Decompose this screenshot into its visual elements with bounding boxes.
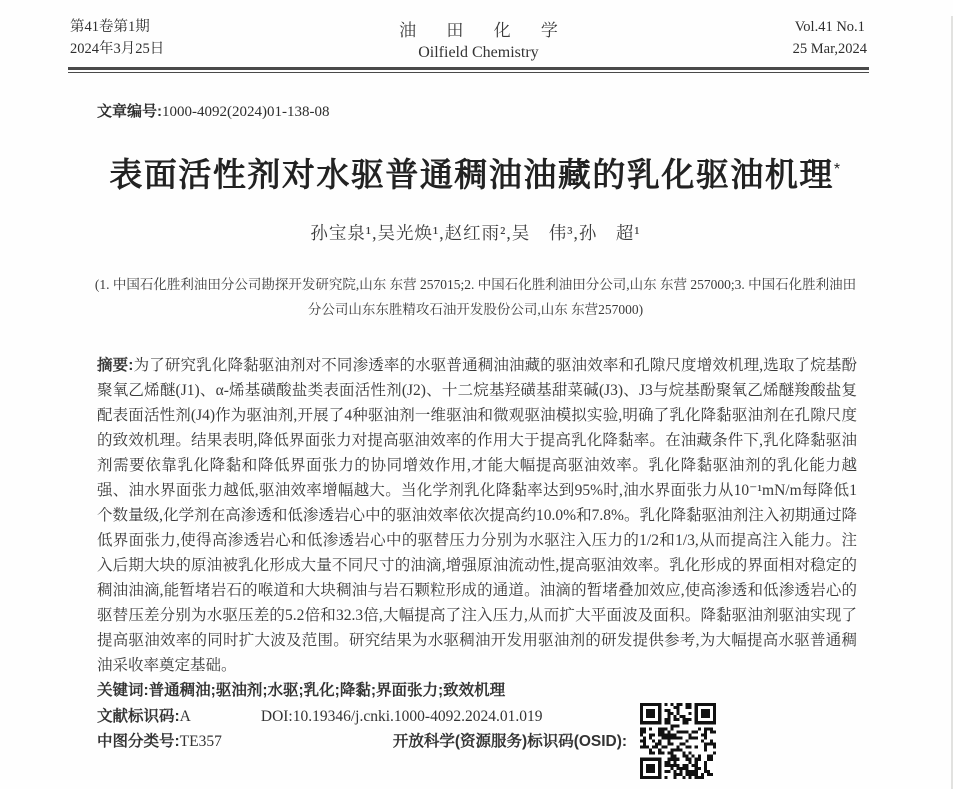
article-number-value: 1000-4092(2024)01-138-08 [162, 104, 330, 120]
osid-qr-code [640, 702, 716, 780]
clc [97, 729, 389, 755]
doc-code [97, 704, 257, 730]
doc-code-label: 文献标识码: [97, 707, 180, 725]
abstract-text: 为了研究乳化降黏驱油剂对不同渗透率的水驱普通稠油油藏的驱油效率和孔隙尺度增效机理,选取了烷基酚聚氧乙烯醚(J1)、α-烯基磺酸盐类表面活性剂(J2)、十二烷基羟磺基甜菜碱(J3)、J3与烷基酚聚氧乙烯醚羧酸盐复配表面活性剂(J4)作为驱油剂,开展了4种驱油剂一维驱油和微观驱油模拟实验,明确了乳化降黏驱油剂在孔隙尺度的致效机理。结果表明,降低界面张力对提高驱油效率的作用大于提高乳化降黏率。在油藏条件下,乳化降黏驱油剂需要依靠乳化降黏和降低界面张力的协同增效作用,才能大幅提高驱油效率。乳化降黏驱油剂的乳化能力越强、油水界面张力越低,驱油效率增幅越大。当化学剂乳化降黏率达到95%时,油水界面张力从10⁻¹mN/m每降低1个数量级,化学剂在高渗透和低渗透岩心中的驱油效率依次提高约10.0%和7.8%。乳化降黏驱油剂注入初期通过降低界面张力,使得高渗透岩心和低渗透岩心中的驱替压力分别为水驱注入压力的1/2和1/3,从而提高注入能力。注入后期大块的原油被乳化形成大量不同尺寸的油滴,增强原油流动性,提高驱油效率。乳化形成的界面相对稳定的稠油油滴,能暂堵岩石的喉道和大块稠油与岩石颗粒形成的通道。油滴的暂堵叠加效应,使高渗透和低渗透岩心的驱替压差分别为水驱压差的5.2倍和32.3倍,大幅提高了注入压力,从而扩大平面波及面积。降黏驱油剂驱油实现了提高驱油效率的同时扩大波及范围。研究结果为水驱稠油开发用驱油剂的研发提供参考,为大幅提高水驱普通稠油采收率奠定基础。 [97, 357, 857, 674]
masthead-divider [68, 67, 869, 73]
keywords-text: 普通稠油;驱油剂;水驱;乳化;降黏;界面张力;致效机理 [148, 682, 506, 699]
abstract-label: 摘要: [97, 357, 134, 374]
date-en: 25 Mar,2024 [792, 41, 867, 57]
date-cn: 2024年3月25日 [70, 41, 165, 57]
doi-value: 10.19346/j.cnki.1000-4092.2024.01.019 [292, 707, 543, 725]
article-number-label: 文章编号: [97, 103, 162, 120]
masthead-journal-name [386, 16, 571, 62]
keywords-label: 关键词: [97, 682, 149, 699]
issue-en: Vol.41 No.1 [794, 19, 865, 35]
journal-name-cn: 油 田 化 学 [399, 21, 571, 40]
page-title [0, 150, 951, 195]
qr-code-image [640, 702, 716, 780]
authors-line: 孙宝泉¹,吴光焕¹,赵红雨²,吴 伟³,孙 超¹ [310, 223, 641, 243]
issue-cn: 第41卷第1期 [70, 19, 150, 35]
article-number-line [97, 100, 951, 121]
affiliations [0, 272, 951, 322]
title-footnote-mark: * [833, 161, 842, 178]
journal-page [0, 16, 953, 789]
keywords-line [97, 678, 857, 704]
doi [261, 708, 543, 725]
doccode-doi-line [97, 704, 857, 730]
doi-label: DOI: [260, 707, 293, 725]
masthead-issue-cn [70, 16, 164, 60]
affiliation-line-1: (1. 中国石化胜利油田分公司勘探开发研究院,山东 东营 257015;2. 中国石化胜利油田分公司,山东 东营 257000;3. 中国石化胜利油田 [94, 277, 857, 292]
clc-value: TE357 [179, 733, 222, 750]
affiliation-line-2: 分公司山东东胜精攻石油开发股份公司,山东 东营257000) [307, 302, 644, 317]
journal-masthead [70, 16, 867, 62]
abstract [97, 353, 857, 678]
article-meta [97, 678, 857, 755]
doc-code-value: A [179, 707, 191, 725]
paper-title-text: 表面活性剂对水驱普通稠油油藏的乳化驱油机理 [109, 156, 834, 193]
masthead-issue-en [793, 16, 867, 60]
clc-label: 中图分类号: [97, 733, 180, 750]
journal-name-en: Oilfield Chemistry [418, 44, 539, 61]
osid-label: 开放科学(资源服务)标识码(OSID): [392, 733, 628, 750]
clc-osid-line [97, 729, 857, 755]
